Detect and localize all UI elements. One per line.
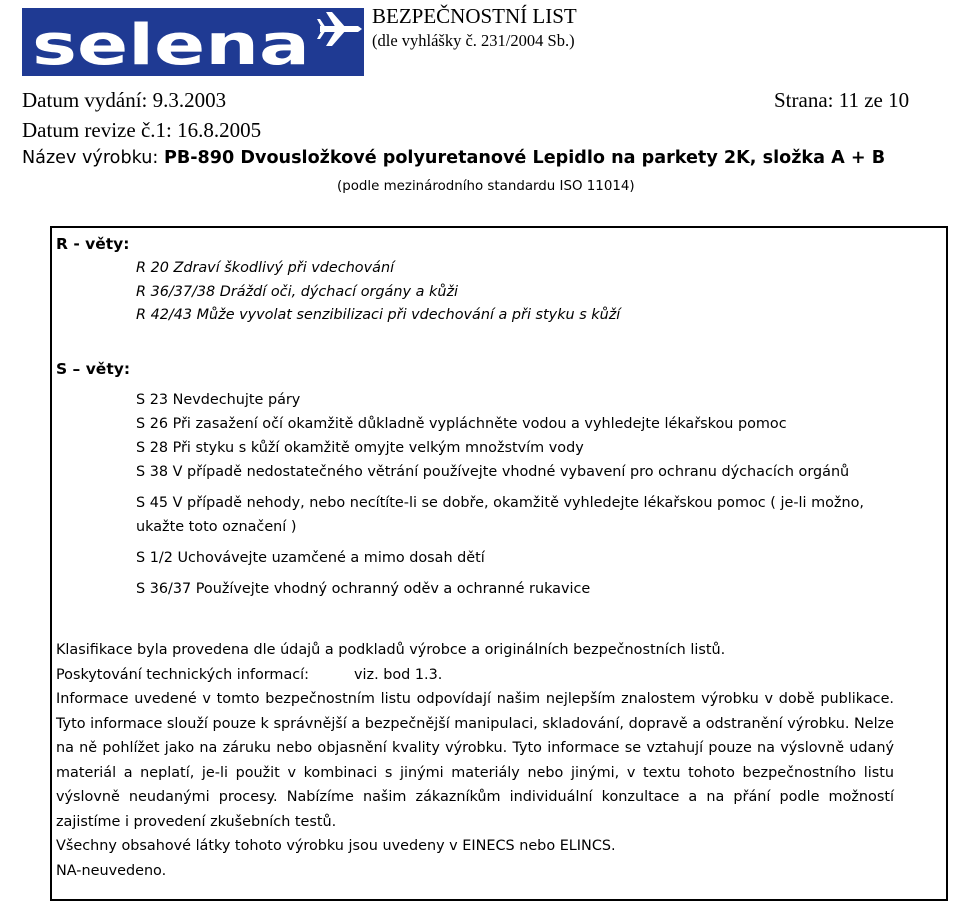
content-box: [50, 226, 948, 901]
tech-info-value: viz. bod 1.3.: [354, 666, 443, 683]
r-phrase-item: R 42/43 Může vyvolat senzibilizaci při vdechování a při styku s kůží: [136, 307, 621, 323]
s-phrases-heading: S – věty:: [56, 360, 131, 378]
s-phrase-item: S 38 V případě nedostatečného větrání používejte vhodné vybavení pro ochranu dýchacích orgánů: [136, 464, 850, 480]
selena-logo-graphic: [22, 8, 364, 76]
s-phrases-list: [136, 388, 916, 601]
einecs-note: Všechny obsahové látky tohoto výrobku jsou uvedeny v EINECS nebo ELINCS.: [56, 838, 616, 854]
classification-note: Klasifikace byla provedena dle údajů a podkladů výrobce a originálních bezpečnostních listů.: [56, 642, 726, 658]
disclaimer-paragraph: Informace uvedené v tomto bezpečnostním listu odpovídají našim nejlepším znalostem výrobku v době publikace. Tyto informace slouží pouze k správnější a bezpečnější manipulaci, skladování, dopravě a odstranění výrobku. Nelze na ně pohlížet jako na záruku nebo objasnění kvality výrobku. Tyto informace se vztahují pouze na výslovně udaný materiál a neplatí, je-li použit v kombinaci s jinými materiály nebo jinými, v textu tohoto bezpečnostního listu výslovně neudanými procesy. Nabízíme našim zákazníkům individuální konzultace a na přání podle možností zajistíme i provedení zkušebních testů.: [56, 691, 894, 830]
r-phrases-list: [136, 257, 620, 328]
standard-note: (podle mezinárodního standardu ISO 11014): [337, 179, 635, 194]
s-phrase-item: S 26 Při zasažení očí okamžitě důkladně vypláchněte vodou a vyhledejte lékařskou pomoc: [136, 416, 787, 432]
logo-wordmark: selena: [32, 13, 310, 76]
tech-info-label: Poskytování technických informací:: [56, 666, 310, 683]
document-title: BEZPEČNOSTNÍ LIST: [372, 4, 577, 28]
product-label: Název výrobku:: [22, 148, 164, 168]
document-header: [0, 0, 960, 215]
r-phrase-item: R 36/37/38 Dráždí oči, dýchací orgány a kůži: [136, 283, 458, 300]
s-phrase-item: S 45 V případě nehody, nebo necítíte-li se dobře, okamžitě vyhledejte lékařskou pomoc ( je-li možno, ukažte toto označení ): [136, 495, 864, 535]
r-phrase-item: R 20 Zdraví škodlivý při vdechování: [136, 260, 395, 276]
document-subtitle: (dle vyhlášky č. 231/2004 Sb.): [372, 31, 575, 50]
s-phrase-item: S 28 Při styku s kůží okamžitě omyjte velkým množstvím vody: [136, 440, 584, 456]
s-phrase-item: S 36/37 Používejte vhodný ochranný oděv a ochranné rukavice: [136, 581, 591, 597]
selena-logo: [22, 8, 364, 76]
tech-info-line: [56, 663, 894, 688]
closing-notes: [56, 638, 894, 883]
na-note: NA-neuvedeno.: [56, 862, 167, 879]
page-number: Strana: 11 ze 10: [774, 88, 910, 112]
product-name: PB-890 Dvousložkové polyuretanové Lepidlo na parkety 2K, složka A + B: [163, 148, 886, 168]
r-phrases-heading: R - věty:: [56, 235, 130, 253]
date-issued: Datum vydání: 9.3.2003: [22, 88, 227, 112]
s-phrase-item: S 23 Nevdechujte páry: [136, 392, 301, 408]
product-name-line: [22, 145, 885, 171]
date-revision: Datum revize č.1: 16.8.2005: [22, 118, 262, 142]
s-phrase-item: S 1/2 Uchovávejte uzamčené a mimo dosah dětí: [136, 550, 485, 566]
